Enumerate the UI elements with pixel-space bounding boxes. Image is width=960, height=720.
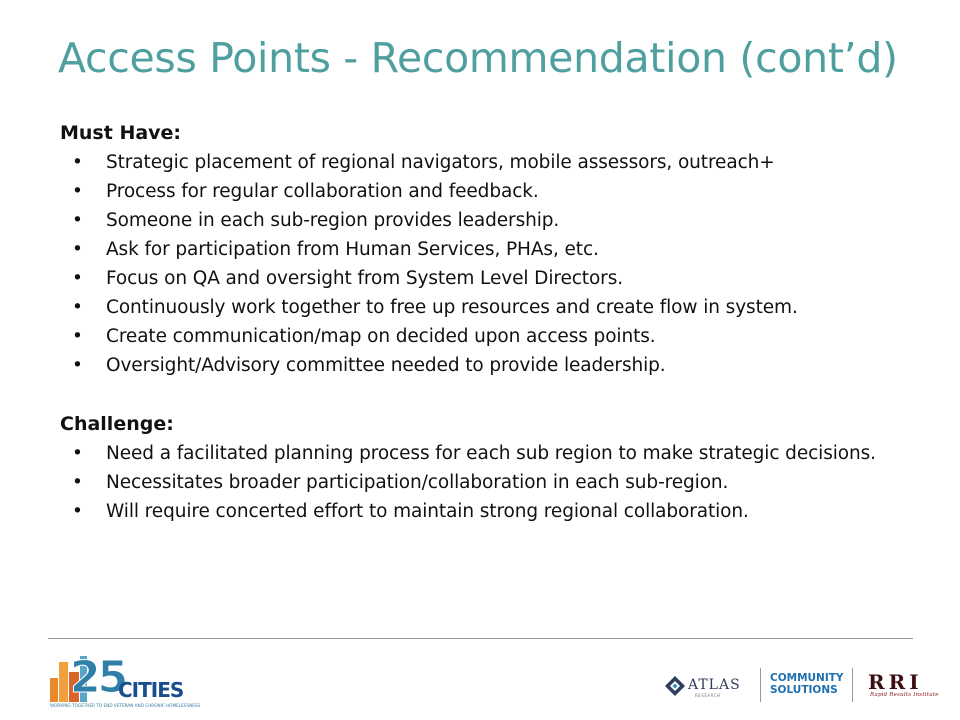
list-item: • Will require concerted effort to maintain strong regional collaboration. — [60, 497, 920, 526]
list-item: • Continuously work together to free up resources and create flow in system. — [60, 293, 920, 322]
building-icon — [59, 662, 68, 702]
list-item: • Someone in each sub-region provides leadership. — [60, 206, 920, 235]
list-item: • Create communication/map on decided upon access points. — [60, 322, 920, 351]
must-have-list — [60, 148, 920, 380]
list-item: • Strategic placement of regional navigators, mobile assessors, outreach+ — [60, 148, 920, 177]
challenge-list — [60, 439, 920, 526]
logo-community-solutions — [770, 672, 844, 696]
must-have-heading: Must Have: — [60, 122, 182, 144]
logo-separator — [852, 668, 853, 702]
list-item: • Need a facilitated planning process for each sub region to make strategic decisions. — [60, 439, 920, 468]
list-item: • Focus on QA and oversight from System Level Directors. — [60, 264, 920, 293]
atlas-name: ATLAS — [688, 677, 741, 693]
section-spacer — [60, 380, 920, 410]
logo-tagline: WORKING TOGETHER TO END VETERAN AND CHRONIC HOMELESSNESS — [50, 703, 201, 708]
logo-rri: RRI — [868, 670, 923, 694]
logo-separator — [760, 668, 761, 702]
slide-title: Access Points - Recommendation (cont’d) — [58, 34, 898, 82]
list-item: • Necessitates broader participation/collaboration in each sub-region. — [60, 468, 920, 497]
rri-sub: Rapid Results Institute — [870, 692, 939, 698]
atlas-sub: RESEARCH — [695, 693, 721, 698]
logo-word: CITIES — [118, 678, 184, 702]
community-line2: SOLUTIONS — [770, 684, 838, 696]
logo-number: 25 — [70, 652, 126, 703]
slide-body — [60, 119, 920, 526]
challenge-heading: Challenge: — [60, 413, 174, 435]
community-line1: COMMUNITY — [770, 672, 844, 684]
atlas-mark-icon — [664, 675, 686, 697]
list-item: • Process for regular collaboration and feedback. — [60, 177, 920, 206]
logo-25cities — [48, 652, 201, 712]
building-icon — [50, 678, 58, 702]
list-item: • Ask for participation from Human Services, PHAs, etc. — [60, 235, 920, 264]
footer-divider — [48, 638, 913, 639]
list-item: • Oversight/Advisory committee needed to provide leadership. — [60, 351, 920, 380]
logo-atlas — [664, 672, 754, 702]
